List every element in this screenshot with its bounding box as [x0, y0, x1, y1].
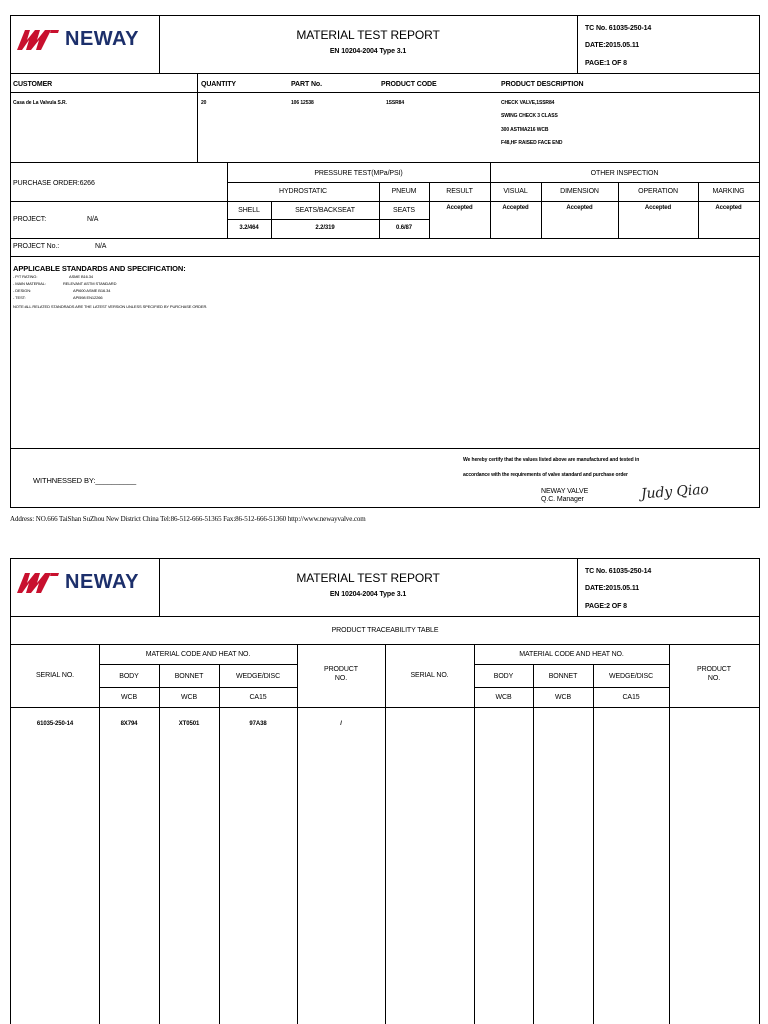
standard-label-2: - MAIN MATERIAL: [13, 281, 46, 286]
shell-value: 3.2/464 [239, 225, 259, 231]
operation-header: OPERATION [638, 188, 678, 195]
standards-note: NOTE:ALL RELATED STANDRADS ARE THE LATEST VERSION UNLESS SPECIFIED BY PURCHASE ORDER. [13, 304, 208, 309]
row1-body: 8X794 [120, 721, 138, 727]
material-code-header-left: MATERIAL CODE AND HEAT NO. [145, 651, 251, 658]
bonnet-header-left: BONNET [174, 673, 204, 680]
project-label: PROJECT: [13, 216, 47, 223]
description-line-4: F48,HF RAISED FACE END [501, 140, 563, 146]
body-header-right: BODY [493, 673, 514, 680]
report-subtitle-2: EN 10204-2004 Type 3.1 [329, 591, 407, 598]
customer-header: CUSTOMER [13, 81, 53, 88]
serial-no-header-right: SERIAL NO. [410, 672, 449, 679]
body-material-left: WCB [120, 694, 138, 701]
neway-logo-2 [15, 569, 139, 595]
brand-name: NEWAY [65, 27, 140, 50]
quantity-header: QUANTITY [201, 81, 236, 88]
wedge-material-right: CA15 [622, 694, 640, 701]
material-code-header-right: MATERIAL CODE AND HEAT NO. [519, 651, 624, 658]
brand-name-2: NEWAY [65, 570, 140, 593]
dimension-header: DIMENSION [560, 188, 599, 195]
page-number: PAGE:1 OF 8 [585, 60, 627, 67]
operation-value: Accepted [644, 205, 672, 211]
marking-value: Accepted [715, 205, 742, 211]
signer-title: Q.C. Manager [541, 496, 584, 503]
product-description-header: PRODUCT DESCRIPTION [501, 81, 584, 88]
project-no-value: N/A [95, 243, 107, 250]
report-date-2: DATE:2015.05.11 [585, 585, 640, 592]
report-subtitle: EN 10204-2004 Type 3.1 [329, 48, 407, 55]
product-code-header: PRODUCT CODE [381, 81, 437, 88]
neway-mark-icon-2 [15, 569, 61, 595]
part-no-value: 106 12538 [291, 100, 314, 106]
pressure-test-header: PRESSURE TEST(MPa/PSI) [314, 170, 403, 177]
report-page-1 [10, 15, 760, 508]
standard-value-3: API600 ASME B16.34 [73, 288, 111, 293]
row1-bonnet: XT0501 [178, 721, 200, 727]
report-date: DATE:2015.05.11 [585, 42, 640, 49]
marking-header: MARKING [712, 188, 745, 195]
standard-value-4: API598 EN12266 [73, 295, 103, 300]
company-address: Address: NO.666 TaiShan SuZhou New District China Tel:86-512-666-51365 Fax:86-512-666-51360 http://www.newayvalve.com [10, 515, 366, 523]
standard-value-1: ASME B16.34 [69, 274, 94, 279]
body-header-left: BODY [119, 673, 139, 680]
product-no-header-left-1: PRODUCT [324, 666, 358, 673]
customer-value: Casa de La Valvula S.R. [13, 100, 67, 106]
neway-mark-icon [15, 26, 61, 52]
seats-header: SEATS [393, 207, 415, 214]
product-no-header-right-2: NO. [707, 675, 721, 682]
bonnet-header-right: BONNET [548, 673, 578, 680]
standard-value-2: RELEVANT ASTM STANDARD [63, 281, 117, 286]
purchase-order: PURCHASE ORDER:6266 [13, 180, 95, 187]
bonnet-material-left: WCB [180, 694, 198, 701]
body-material-right: WCB [495, 694, 512, 701]
certify-line-2: accordance with the requirements of valve standard and purchase order [463, 472, 628, 478]
project-no-label: PROJECT No.: [13, 243, 60, 250]
seats-value: 0.6/87 [395, 225, 413, 231]
pneum-header: PNEUM [391, 188, 417, 195]
product-code-value: 1SSR84 [386, 100, 405, 106]
quantity-value: 20 [201, 100, 207, 106]
neway-logo [15, 26, 139, 52]
wedge-disc-header-right: WEDGE/DISC [608, 673, 654, 680]
part-no-header: PART No. [291, 81, 322, 88]
visual-value: Accepted [502, 205, 529, 211]
hydrostatic-header: HYDROSTATIC [278, 188, 328, 195]
standards-title: APPLICABLE STANDARDS AND SPECIFICATION: [13, 264, 186, 273]
page-number-2: PAGE:2 OF 8 [585, 603, 627, 610]
witnessed-by: WITHNESSED BY:__________ [33, 476, 137, 485]
tc-number-2: TC No. 61035-250-14 [585, 568, 652, 575]
row1-serial: 61035-250-14 [36, 721, 74, 727]
serial-no-header-left: SERIAL NO. [35, 672, 75, 679]
report-title: MATERIAL TEST REPORT [296, 28, 440, 42]
description-line-3: 300 ASTMA216 WCB [501, 127, 549, 133]
visual-header: VISUAL [503, 188, 528, 195]
result-value: Accepted [446, 205, 473, 211]
dimension-value: Accepted [566, 205, 593, 211]
certify-line-1: We hereby certify that the values listed above are manufactured and tested in [463, 457, 640, 463]
product-no-header-left-2: NO. [334, 675, 348, 682]
result-header: RESULT [446, 188, 473, 195]
tc-number: TC No. 61035-250-14 [585, 25, 652, 32]
product-no-header-right-1: PRODUCT [697, 666, 731, 673]
traceability-title: PRODUCT TRACEABILITY TABLE [331, 627, 439, 634]
signer-company: NEWAY VALVE [541, 488, 589, 495]
description-line-1: CHECK VALVE,1SSR84 [501, 100, 555, 106]
row1-product: / [340, 721, 342, 727]
signature: Judy Qiao [640, 481, 710, 503]
standard-label-3: - DESIGN: [13, 288, 31, 293]
standard-label-4: - TEST: [13, 295, 26, 300]
row1-wedge: 97A38 [249, 721, 267, 727]
shell-header: SHELL [238, 207, 260, 214]
project-value: N/A [87, 216, 99, 223]
report-page-2 [10, 558, 760, 1024]
bonnet-material-right: WCB [554, 694, 572, 701]
wedge-material-left: CA15 [249, 694, 267, 701]
seats-backseat-header: SEATS/BACKSEAT [295, 207, 355, 214]
other-inspection-header: OTHER INSPECTION [590, 170, 659, 177]
seats-backseat-value: 2.2/319 [315, 225, 335, 231]
description-line-2: SWING CHECK 3 CLASS [501, 113, 558, 119]
report-title-2: MATERIAL TEST REPORT [296, 571, 440, 585]
wedge-disc-header-left: WEDGE/DISC [235, 673, 281, 680]
standard-label-1: - P/T RATING: [13, 274, 38, 279]
